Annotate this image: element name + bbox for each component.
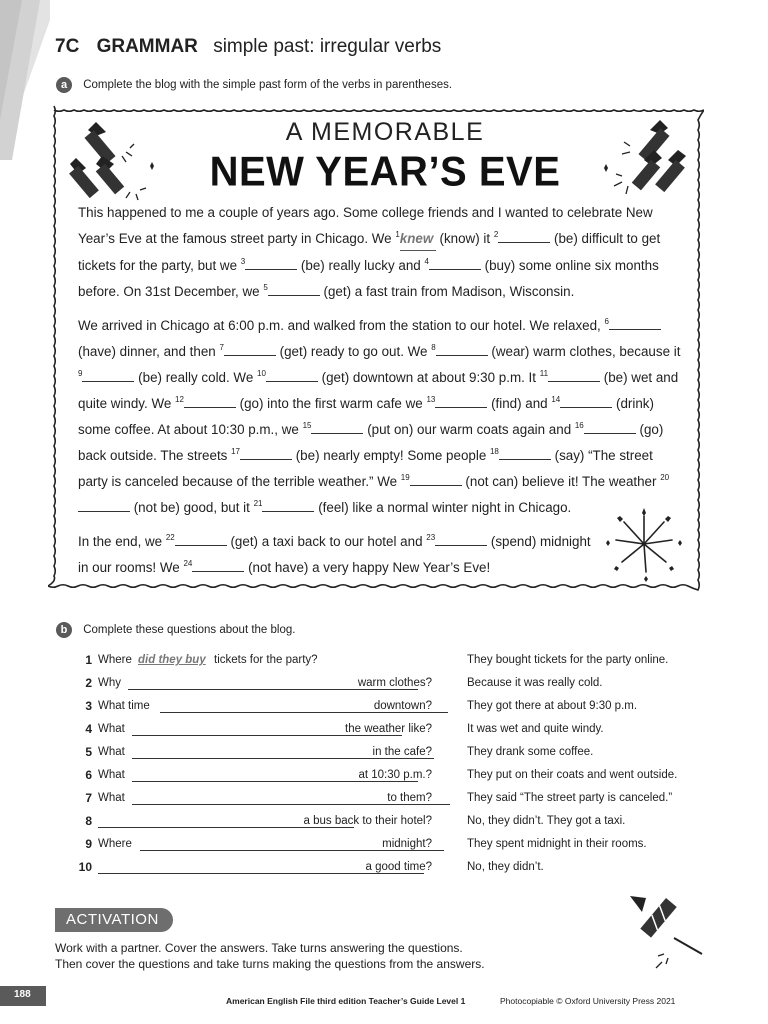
answer-blank[interactable] (560, 395, 612, 408)
blog-paragraph-2: We arrived in Chicago at 6:00 p.m. and walked from the station to our hotel. We relaxed, $^6$ (have) dinner, and then $^7$ (get) ready to go out. We $^8$ (wear) warm clothes, because it $^9$ (be) really cold. We $^{10}$ (get) downtown at about 9:30 p.m. It $^{11}$ (be) wet and quite windy. We $^{12}$ (go) into the first warm cafe we $^{13}$ (find) and $^{14}$ (drink) some coffee. At about 10:30 p.m., we $^{15}$ (put on) our warm coats again and $^{16}$ (go) back outside. The streets $^{17}$ (be) nearly empty! Some people $^{18}$ (say) “The street party is canceled because of the terrible weather.” We $^{19}$ (not can) believe it! The weather $^{20}$ (not be) good, but it $^{21}$ (feel) like a normal winter night in Chicago. (78, 317, 681, 515)
part-b-text: Complete these questions about the blog. (83, 624, 296, 636)
answer-blank[interactable] (436, 343, 488, 356)
question-number: 2 (85, 676, 92, 690)
answer-text: They drank some coffee. (467, 746, 594, 758)
question-blank[interactable] (132, 758, 434, 759)
question-prefix: What (98, 792, 125, 804)
question-number: 9 (85, 837, 92, 851)
question-row (78, 814, 438, 834)
activation-text-line1: Work with a partner. Cover the answers. Take turns answering the questions. (55, 941, 463, 955)
question-suffix: tickets for the party? (214, 654, 318, 666)
part-b-badge: b (56, 622, 72, 638)
question-row (78, 768, 438, 788)
question-blank[interactable] (132, 735, 402, 736)
answer-blank[interactable] (609, 317, 661, 330)
page-header (55, 36, 441, 58)
answer-blank[interactable] (262, 499, 314, 512)
answer-blank[interactable] (548, 369, 600, 382)
answer-text: They spent midnight in their rooms. (467, 838, 647, 850)
question-suffix: downtown? (373, 700, 432, 712)
question-blank[interactable] (98, 873, 424, 874)
question-row (78, 860, 438, 880)
answer-blank[interactable] (78, 499, 130, 512)
answer-text: They bought tickets for the party online. (467, 654, 669, 666)
part-a-text: Complete the blog with the simple past form of the verbs in parentheses. (83, 79, 453, 91)
answer-blank[interactable] (245, 257, 297, 270)
question-blank[interactable] (140, 850, 444, 851)
question-row (78, 676, 438, 696)
blog-paragraph-1: This happened to me a couple of years ago. Some college friends and I wanted to celebrate New Year’s Eve at the famous street party in Chicago. We $^1$knew (know) it $^2$ (be) difficult to get tickets for the party, but we $^3$ (be) really lucky and $^4$ (buy) some online six months before. On 31st December, we $^5$ (get) a fast train from Madison, Wisconsin. (78, 205, 661, 299)
footer-book-title: American English File third edition Teacher’s Guide Level 1 (226, 996, 466, 1006)
question-suffix: warm clothes? (357, 677, 432, 689)
question-prefix: What time (98, 700, 150, 712)
answer-blank[interactable] (224, 343, 276, 356)
answer-blank[interactable] (192, 559, 244, 572)
question-blank[interactable] (128, 689, 418, 690)
part-a-instruction (56, 77, 452, 93)
example-answer: knew (400, 228, 436, 251)
question-row (78, 722, 438, 742)
question-row (78, 653, 438, 673)
answer-blank[interactable] (311, 421, 363, 434)
blog-title-line2: NEW YEAR’S EVE (209, 148, 561, 196)
question-prefix: What (98, 769, 125, 781)
corner-decoration (0, 0, 50, 160)
answer-text: They put on their coats and went outside. (467, 769, 678, 781)
answer-text: No, they didn’t. (467, 861, 544, 873)
firework-burst-icon (602, 506, 686, 582)
question-prefix: What (98, 746, 125, 758)
part-b-instruction (56, 622, 295, 638)
answer-text: They said “The street party is canceled.” (467, 792, 673, 804)
question-number: 3 (85, 699, 92, 713)
footer-copyright: Photocopiable © Oxford University Press 2021 (500, 996, 676, 1006)
answer-blank[interactable] (410, 473, 462, 486)
question-suffix: to them? (387, 792, 432, 804)
question-row (78, 837, 438, 857)
question-prefix: Where (98, 654, 132, 666)
answer-text: No, they didn’t. They got a taxi. (467, 815, 626, 827)
question-blank[interactable] (160, 712, 448, 713)
topic-label: simple past: irregular verbs (213, 36, 442, 57)
answer-blank[interactable] (184, 395, 236, 408)
answer-blank[interactable] (499, 447, 551, 460)
question-blank[interactable] (132, 781, 418, 782)
question-prefix: Why (98, 677, 121, 689)
blog-paragraph-3: In the end, we $^{22}$ (get) a taxi back to our hotel and $^{23}$ (spend) midnight in our rooms! We $^{24}$ (not have) a very happy New Year’s Eve! (78, 533, 591, 575)
answer-blank[interactable] (266, 369, 318, 382)
question-suffix: at 10:30 p.m.? (358, 769, 432, 781)
answer-blank[interactable] (584, 421, 636, 434)
example-answer: did they buy (138, 654, 206, 666)
question-row (78, 699, 438, 719)
part-a-badge: a (56, 77, 72, 93)
question-blank[interactable] (98, 827, 354, 828)
answer-text: Because it was really cold. (467, 677, 603, 689)
activation-text-line2: Then cover the questions and take turns making the questions from the answers. (55, 957, 485, 971)
answer-blank[interactable] (429, 257, 481, 270)
page-number: 188 (14, 989, 31, 1000)
question-suffix: the weather like? (345, 723, 432, 735)
question-row (78, 745, 438, 765)
blog-body (78, 202, 682, 587)
activation-label: ACTIVATION (66, 911, 159, 928)
question-number: 5 (85, 745, 92, 759)
question-number: 6 (85, 768, 92, 782)
answer-text: They got there at about 9:30 p.m. (467, 700, 638, 712)
question-suffix: in the cafe? (372, 746, 432, 758)
answer-text: It was wet and quite windy. (467, 723, 604, 735)
question-blank[interactable] (132, 804, 450, 805)
section-label: GRAMMAR (96, 36, 198, 57)
question-suffix: a good time? (365, 861, 432, 873)
blog-title-line1: A MEMORABLE (285, 118, 485, 146)
question-number: 1 (85, 653, 92, 667)
answer-blank[interactable] (268, 283, 320, 296)
question-suffix: midnight? (382, 838, 432, 850)
answer-blank[interactable] (175, 533, 227, 546)
answer-blank[interactable] (435, 395, 487, 408)
question-number: 4 (85, 722, 92, 736)
answer-blank[interactable] (82, 369, 134, 382)
question-number: 10 (78, 860, 92, 874)
answer-blank[interactable] (435, 533, 487, 546)
firework-rocket-icon (628, 892, 708, 972)
question-row (78, 791, 438, 811)
answer-blank[interactable] (240, 447, 292, 460)
unit-code: 7C (55, 36, 80, 57)
question-number: 8 (85, 814, 92, 828)
question-prefix: What (98, 723, 125, 735)
firework-rocket-icon (66, 118, 156, 204)
question-suffix: a bus back to their hotel? (303, 815, 432, 827)
question-prefix: Where (98, 838, 132, 850)
answer-blank[interactable] (498, 230, 550, 243)
question-number: 7 (85, 791, 92, 805)
